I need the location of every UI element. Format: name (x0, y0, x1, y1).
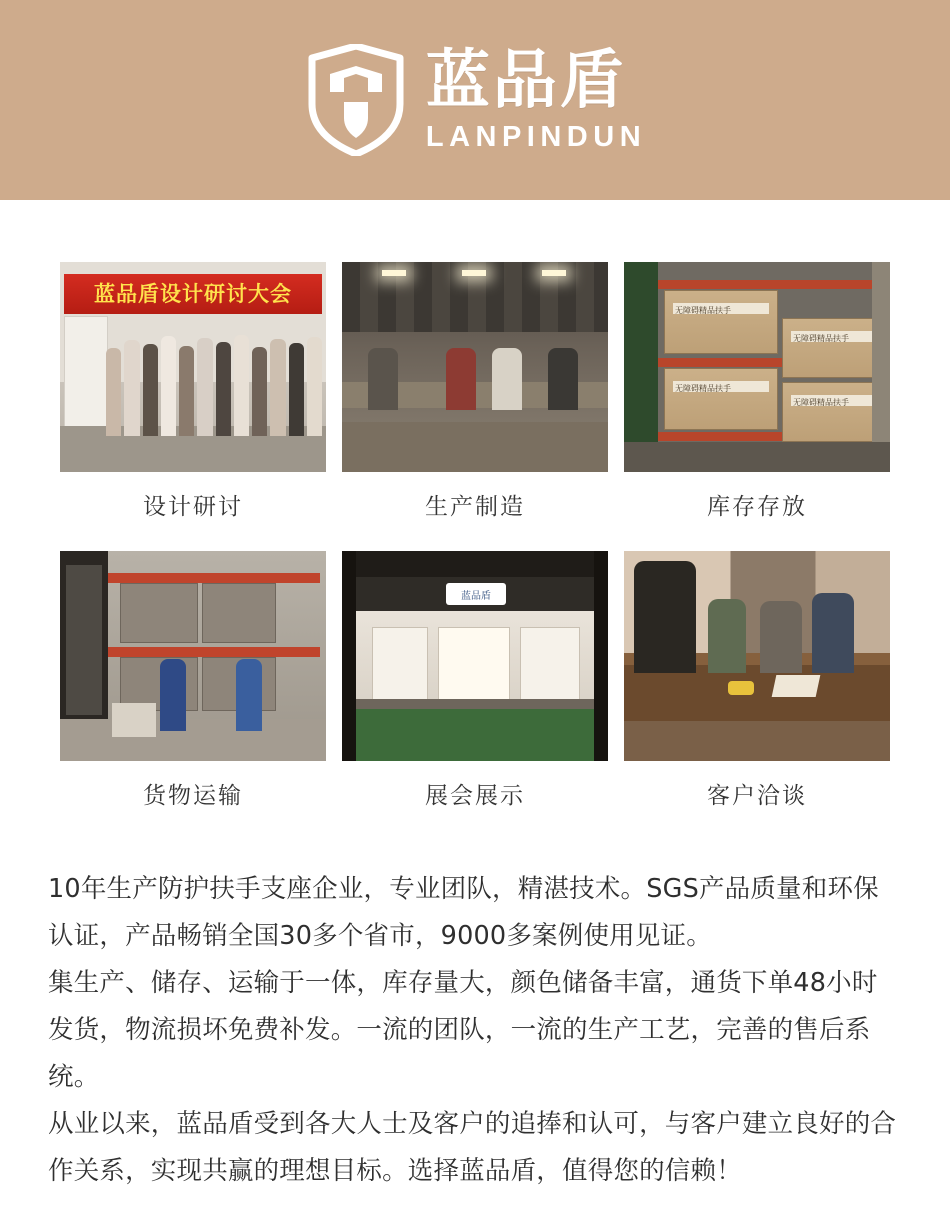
caption-production: 生产制造 (425, 494, 525, 520)
brand-name-cn: 蓝品盾 (425, 43, 627, 118)
brand-logo (304, 44, 646, 156)
caption-transport: 货物运输 (143, 783, 243, 809)
photo-design-seminar (60, 262, 326, 472)
gallery-item-client-meeting (624, 551, 890, 822)
gallery-row-1 (60, 262, 890, 533)
shield-logo-icon (304, 44, 408, 156)
gallery-item-warehouse (624, 262, 890, 533)
caption-warehouse: 库存存放 (707, 494, 807, 520)
photo-production-workshop (342, 262, 608, 472)
carton-label: 无障碍精品扶手 (793, 334, 849, 343)
caption-client-meeting: 客户洽谈 (707, 783, 807, 809)
brand-logo-text (425, 43, 647, 153)
gallery-item-exhibition (342, 551, 608, 822)
description-paragraph-3: 从业以来，蓝品盾受到各大人士及客户的追捧和认可，与客户建立良好的合作关系，实现共赢的理想目标。选择蓝品盾，值得您的信赖！ (48, 1109, 897, 1186)
photo-warehouse-storage (624, 262, 890, 472)
description-paragraph-1: 10年生产防护扶手支座企业，专业团队，精湛技术。SGS产品质量和环保认证，产品畅销全国30多个省市，9000多案例使用见证。 (48, 874, 879, 951)
gallery-row-2 (60, 551, 890, 822)
seminar-banner-text: 蓝品盾设计研讨大会 (64, 274, 322, 314)
photo-exhibition-booth (342, 551, 608, 761)
photo-gallery (0, 200, 950, 822)
carton-label: 无障碍精品扶手 (793, 398, 849, 407)
caption-design-seminar: 设计研讨 (143, 494, 243, 520)
company-description (0, 840, 950, 1195)
brand-name-en: LANPINDUN (425, 120, 647, 153)
photo-client-negotiation (624, 551, 890, 761)
booth-sign-text: 蓝品盾 (446, 583, 506, 605)
caption-exhibition: 展会展示 (425, 783, 525, 809)
carton-label: 无障碍精品扶手 (675, 384, 731, 393)
gallery-item-production (342, 262, 608, 533)
description-paragraph-2: 集生产、储存、运输于一体，库存量大，颜色储备丰富，通货下单48小时发货，物流损坏免费补发。一流的团队，一流的生产工艺，完善的售后系统。 (48, 968, 878, 1092)
brand-banner (0, 0, 950, 200)
gallery-item-transport (60, 551, 326, 822)
carton-label: 无障碍精品扶手 (675, 306, 731, 315)
gallery-item-design-seminar (60, 262, 326, 533)
photo-goods-transport (60, 551, 326, 761)
